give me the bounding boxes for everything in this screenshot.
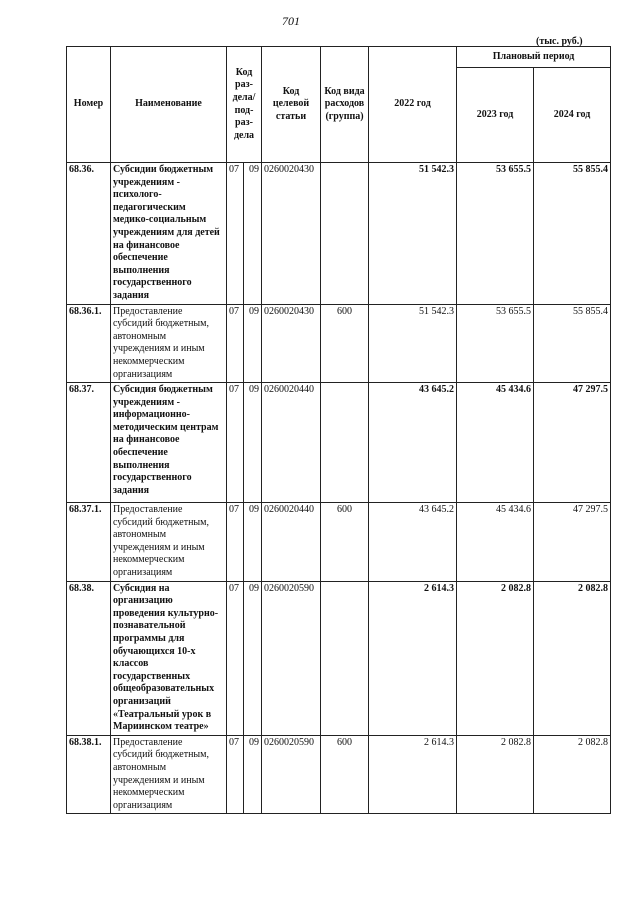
row-amount-2022: 43 645.2 [369, 503, 457, 582]
header-expense-code: Код вида расходов (группа) [321, 47, 369, 163]
row-amount-2022: 2 614.3 [369, 735, 457, 814]
row-target-code: 0260020590 [262, 735, 321, 814]
header-year-2023: 2023 год [457, 68, 534, 163]
row-expense-code: 600 [321, 735, 369, 814]
row-amount-2023: 53 655.5 [457, 163, 534, 305]
row-subsection: 09 [244, 383, 262, 503]
table-row [67, 163, 611, 305]
budget-table [66, 46, 611, 814]
row-subsection: 09 [244, 304, 262, 383]
table-row [67, 735, 611, 814]
row-section: 07 [227, 735, 244, 814]
row-amount-2023: 45 434.6 [457, 503, 534, 582]
row-name: Предоставление субсидий бюджетным, автономным учреждениям и иным некоммерческим организациям [111, 503, 227, 582]
row-section: 07 [227, 503, 244, 582]
row-amount-2023: 2 082.8 [457, 735, 534, 814]
header-target-code: Код целевой статьи [262, 47, 321, 163]
row-amount-2022: 51 542.3 [369, 163, 457, 305]
row-subsection: 09 [244, 735, 262, 814]
row-number: 68.36.1. [67, 304, 111, 383]
row-expense-code: 600 [321, 304, 369, 383]
row-name: Предоставление субсидий бюджетным, автономным учреждениям и иным некоммерческим организациям [111, 735, 227, 814]
header-name: Наименование [111, 47, 227, 163]
row-subsection: 09 [244, 163, 262, 305]
row-amount-2022: 43 645.2 [369, 383, 457, 503]
row-section: 07 [227, 163, 244, 305]
row-section: 07 [227, 581, 244, 735]
row-expense-code: 600 [321, 503, 369, 582]
units-note: (тыс. руб.) [536, 36, 583, 47]
row-amount-2024: 55 855.4 [534, 304, 611, 383]
row-section: 07 [227, 304, 244, 383]
row-amount-2023: 2 082.8 [457, 581, 534, 735]
row-amount-2024: 55 855.4 [534, 163, 611, 305]
row-target-code: 0260020440 [262, 503, 321, 582]
row-expense-code [321, 581, 369, 735]
row-name: Субсидия бюджетным учреждениям - информационно-методическим центрам на финансовое обеспечение выполнения государственного задания [111, 383, 227, 503]
row-name: Субсидии бюджетным учреждениям - психолого-педагогическим медико-социальным учреждениям для детей на финансовое обеспечение выполнения государственного задания [111, 163, 227, 305]
row-target-code: 0260020440 [262, 383, 321, 503]
header-year-2022: 2022 год [369, 47, 457, 163]
table-row [67, 581, 611, 735]
row-subsection: 09 [244, 503, 262, 582]
row-expense-code [321, 383, 369, 503]
row-target-code: 0260020430 [262, 304, 321, 383]
row-target-code: 0260020430 [262, 163, 321, 305]
row-amount-2024: 2 082.8 [534, 581, 611, 735]
row-name: Предоставление субсидий бюджетным, автономным учреждениям и иным некоммерческим организациям [111, 304, 227, 383]
row-amount-2024: 2 082.8 [534, 735, 611, 814]
row-number: 68.37. [67, 383, 111, 503]
header-number: Номер [67, 47, 111, 163]
row-amount-2022: 2 614.3 [369, 581, 457, 735]
header-year-2024: 2024 год [534, 68, 611, 163]
row-amount-2023: 45 434.6 [457, 383, 534, 503]
page-number: 701 [282, 14, 300, 28]
header-planned-period: Плановый период [457, 47, 611, 68]
row-number: 68.37.1. [67, 503, 111, 582]
row-amount-2024: 47 297.5 [534, 503, 611, 582]
row-expense-code [321, 163, 369, 305]
row-number: 68.38. [67, 581, 111, 735]
header-section-code: Код раз-дела/ под-раз-дела [227, 47, 262, 163]
table-row [67, 304, 611, 383]
row-number: 68.38.1. [67, 735, 111, 814]
row-target-code: 0260020590 [262, 581, 321, 735]
row-amount-2023: 53 655.5 [457, 304, 534, 383]
row-subsection: 09 [244, 581, 262, 735]
row-number: 68.36. [67, 163, 111, 305]
row-name: Субсидия на организацию проведения культурно-познавательной программы для обучающихся 10-х классов государственных общеобразовательных организаций «Театральный урок в Мариинском театре» [111, 581, 227, 735]
table-row [67, 503, 611, 582]
row-section: 07 [227, 383, 244, 503]
table-row [67, 383, 611, 503]
row-amount-2024: 47 297.5 [534, 383, 611, 503]
row-amount-2022: 51 542.3 [369, 304, 457, 383]
